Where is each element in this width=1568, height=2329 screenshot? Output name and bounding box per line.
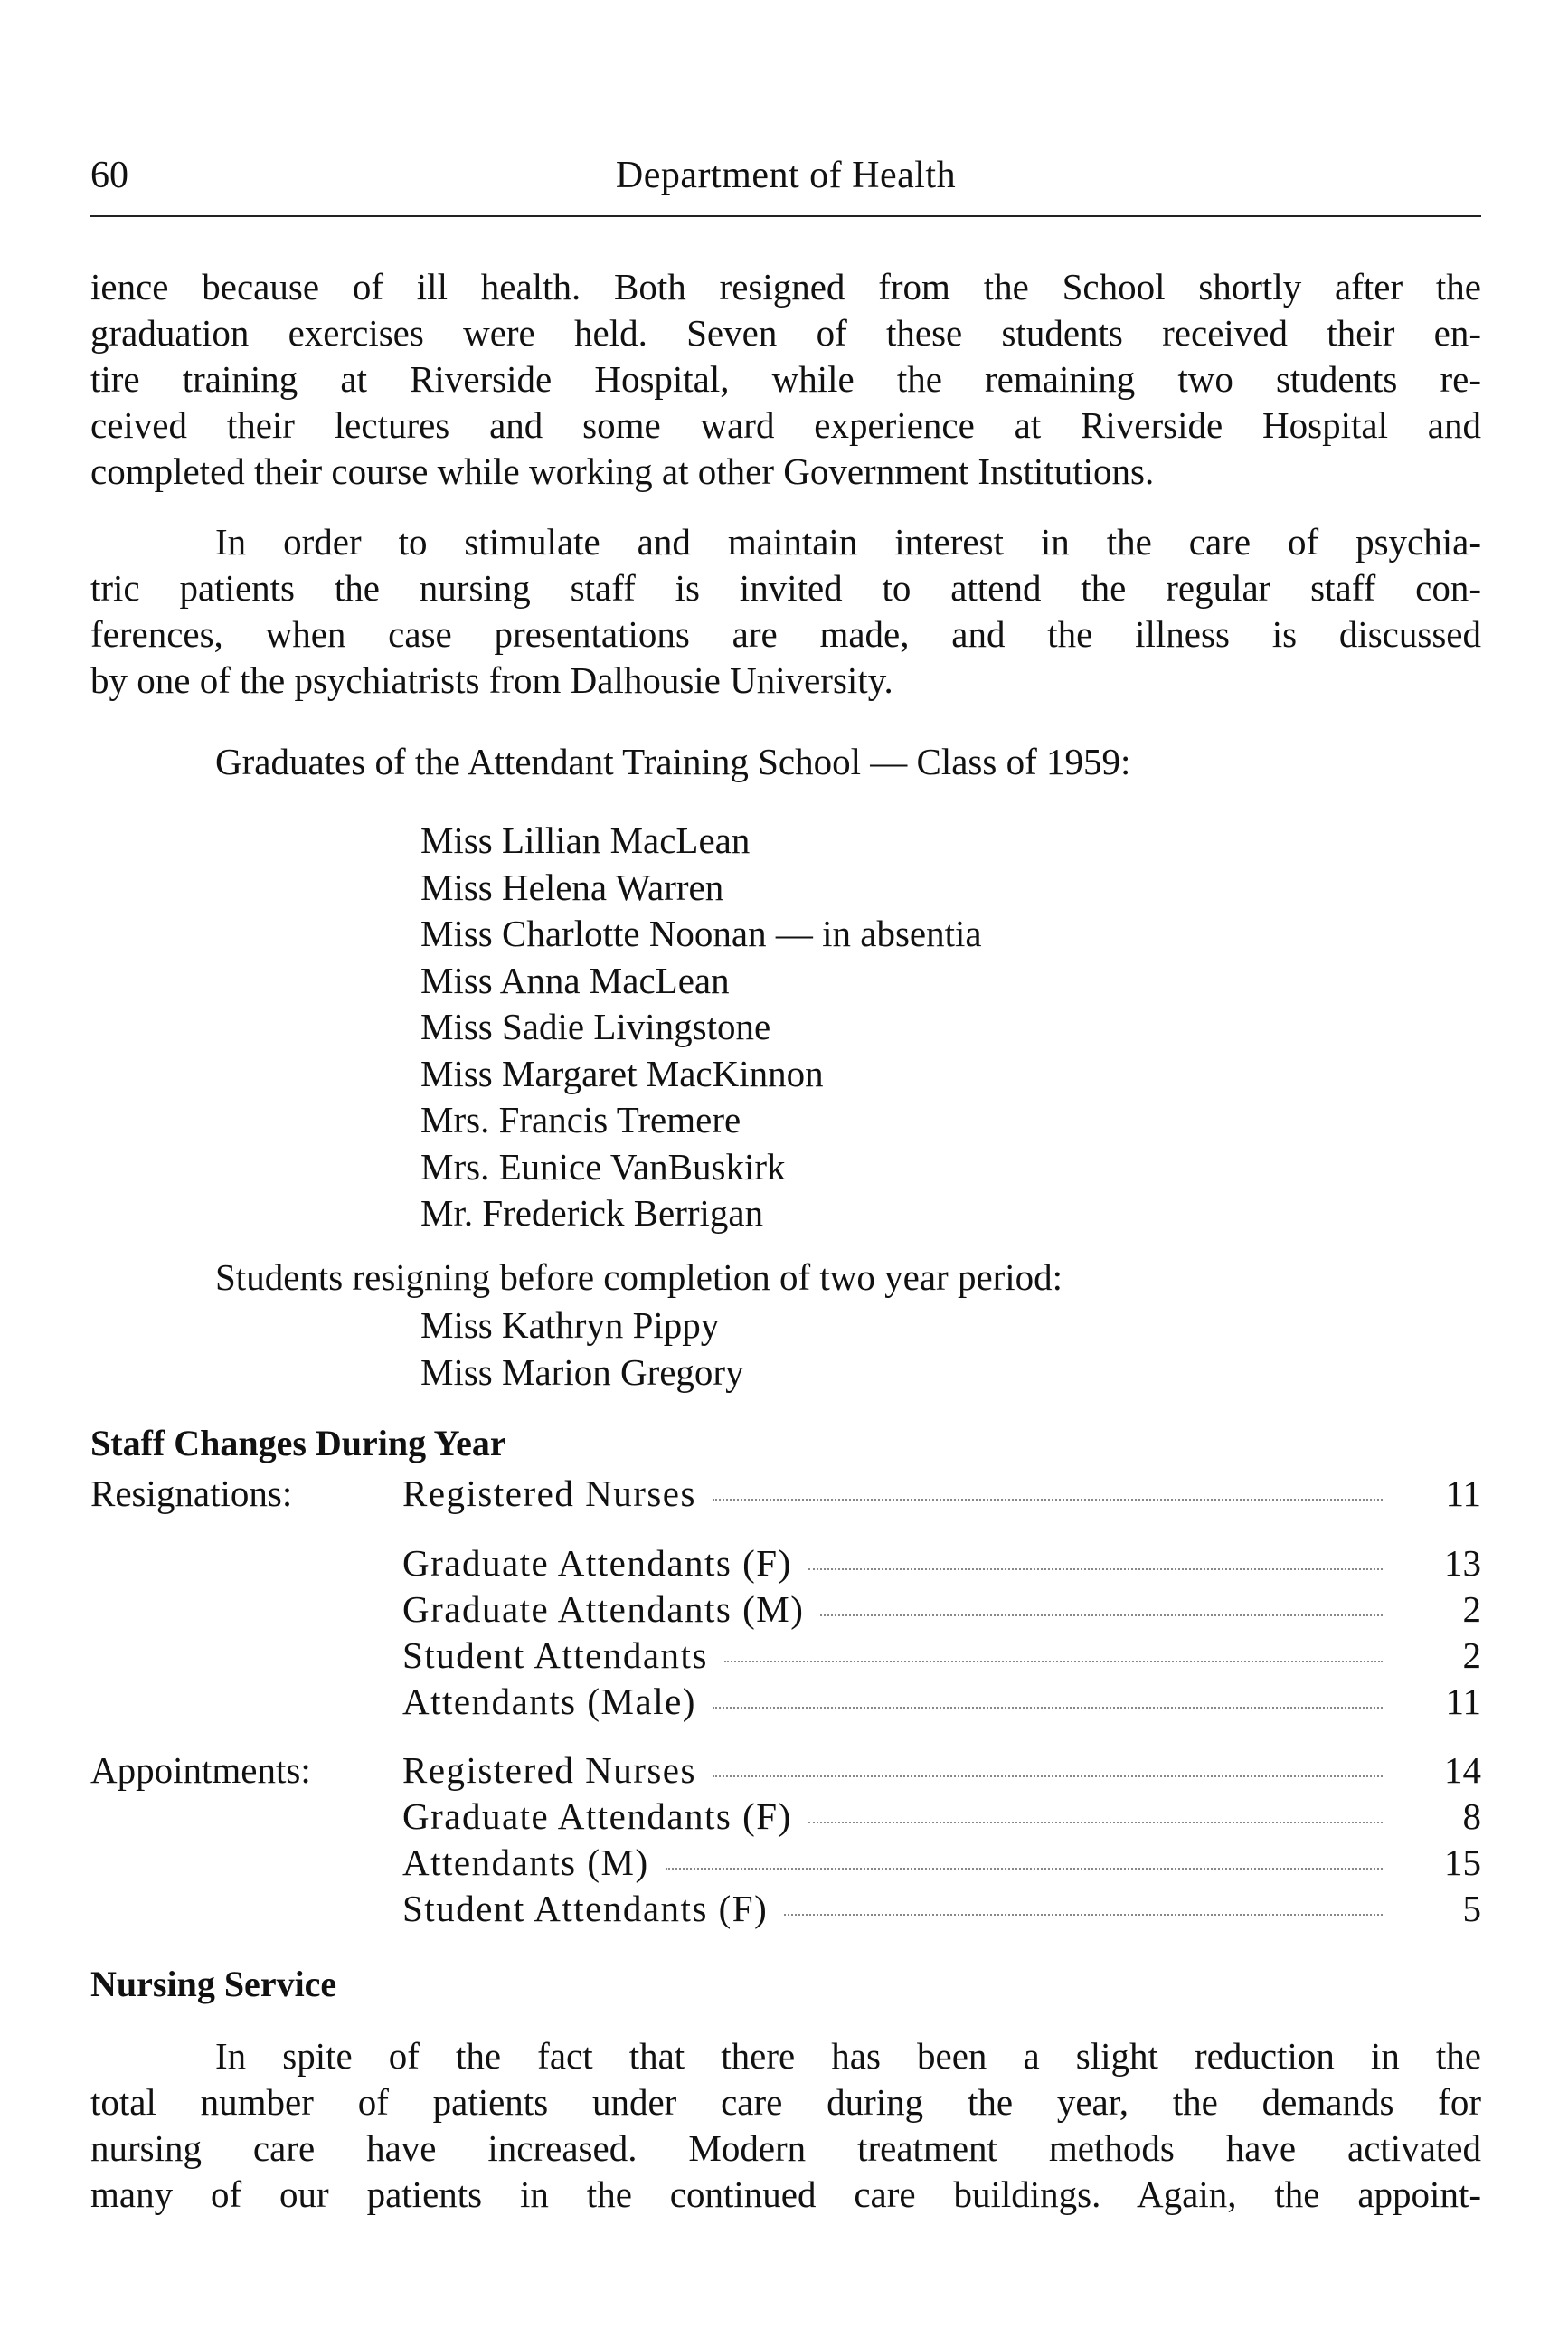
paragraph-continued [90,264,1481,495]
dot-leader [713,1707,1383,1709]
resignation-row [90,1472,1481,1518]
paragraph-nursing-service [90,2033,1481,2218]
staff-item [402,1587,1395,1631]
document-page [90,0,1481,2329]
graduates-intro: Graduates of the Attendant Training School — Class of 1959: [215,741,1131,782]
staff-category: Graduate Attendants (M) [402,1588,805,1630]
staff-count: 2 [1462,1634,1481,1676]
resigning-intro: Students resigning before completion of two year period: [215,1256,1063,1298]
resigning-name: Miss Marion Gregory [420,1350,744,1393]
resignation-row [90,1587,1481,1633]
dot-leader [713,1775,1383,1777]
appointment-row [90,1887,1481,1933]
staff-count: 11 [1445,1680,1481,1722]
text-line: completed their course while working at other Government Institutions. [90,450,1155,492]
dot-leader [820,1614,1383,1616]
staff-item [402,1794,1395,1838]
staff-count: 8 [1462,1795,1481,1837]
staff-category: Registered Nurses [402,1749,696,1791]
graduate-name: Miss Margaret MacKinnon [420,1052,824,1094]
text-line: tric patients the nursing staff is invited to attend the regular staff con- [90,567,1481,609]
text-line: nursing care have increased. Modern treatment methods have activated [90,2127,1481,2169]
dot-leader [808,1568,1383,1570]
resigning-list [420,1302,744,1396]
staff-changes-heading: Staff Changes During Year [90,1423,506,1463]
staff-count: 13 [1444,1542,1481,1584]
dot-leader [808,1822,1383,1823]
header-rule [90,215,1481,217]
dot-leader [724,1661,1383,1662]
graduate-name: Mrs. Eunice VanBuskirk [420,1145,786,1188]
paragraph-staff-conferences [90,519,1481,704]
text-line: many of our patients in the continued care buildings. Again, the appoint- [90,2173,1481,2215]
staff-count: 14 [1444,1749,1481,1791]
graduate-name: Miss Helena Warren [420,866,724,908]
dot-leader [784,1914,1383,1916]
text-line: ceived their lectures and some ward experience at Riverside Hospital and [90,404,1481,446]
staff-category: Registered Nurses [402,1472,696,1514]
dot-leader [666,1868,1383,1870]
graduate-name: Miss Charlotte Noonan — in absentia [420,913,982,954]
text-line: graduation exercises were held. Seven of these students received their en- [90,312,1481,354]
staff-item [402,1633,1395,1677]
graduate-name: Miss Lillian MacLean [420,819,751,861]
staff-category: Attendants (M) [402,1841,649,1883]
text-line: tire training at Riverside Hospital, while the remaining two students re- [90,358,1481,400]
staff-category: Student Attendants (F) [402,1888,769,1929]
text-line: In order to stimulate and maintain interest in the care of psychia- [215,521,1481,563]
staff-item [402,1680,1395,1723]
text-line: total number of patients under care during the year, the demands for [90,2081,1481,2123]
text-line: ience because of ill health. Both resigned from the School shortly after the [90,266,1481,308]
staff-item [402,1748,1395,1792]
staff-item [402,1841,1395,1884]
appointment-row [90,1841,1481,1887]
running-head: Department of Health [615,155,957,196]
appointments-label: Appointments: [90,1749,311,1791]
graduate-name: Mrs. Francis Tremere [420,1099,741,1141]
page-number: 60 [90,155,128,196]
resignation-row [90,1633,1481,1680]
resignations-label: Resignations: [90,1472,293,1514]
appointment-row [90,1794,1481,1841]
graduate-name: Mr. Frederick Berrigan [420,1192,764,1234]
staff-category: Student Attendants [402,1634,708,1676]
text-line: In spite of the fact that there has been a slight reduction in the [215,2035,1481,2077]
staff-count: 11 [1445,1472,1481,1514]
dot-leader [713,1499,1383,1501]
graduate-name: Miss Sadie Livingstone [420,1006,771,1047]
staff-count: 15 [1444,1841,1481,1883]
staff-count: 2 [1462,1588,1481,1630]
graduates-list [420,818,982,1237]
resignation-row [90,1541,1481,1587]
staff-item [402,1472,1395,1515]
resignation-row [90,1680,1481,1726]
staff-category: Graduate Attendants (F) [402,1795,792,1837]
staff-count: 5 [1462,1888,1481,1929]
text-line: ferences, when case presentations are made, and the illness is discussed [90,613,1481,655]
graduate-name: Miss Anna MacLean [420,959,730,1001]
page-header [90,154,1481,208]
resigning-name: Miss Kathryn Pippy [420,1304,720,1346]
text-line: by one of the psychiatrists from Dalhousie University. [90,659,893,701]
staff-category: Attendants (Male) [402,1680,696,1722]
nursing-service-heading: Nursing Service [90,1964,337,2004]
appointment-row [90,1748,1481,1794]
staff-item [402,1541,1395,1585]
staff-category: Graduate Attendants (F) [402,1542,792,1584]
staff-item [402,1887,1395,1930]
